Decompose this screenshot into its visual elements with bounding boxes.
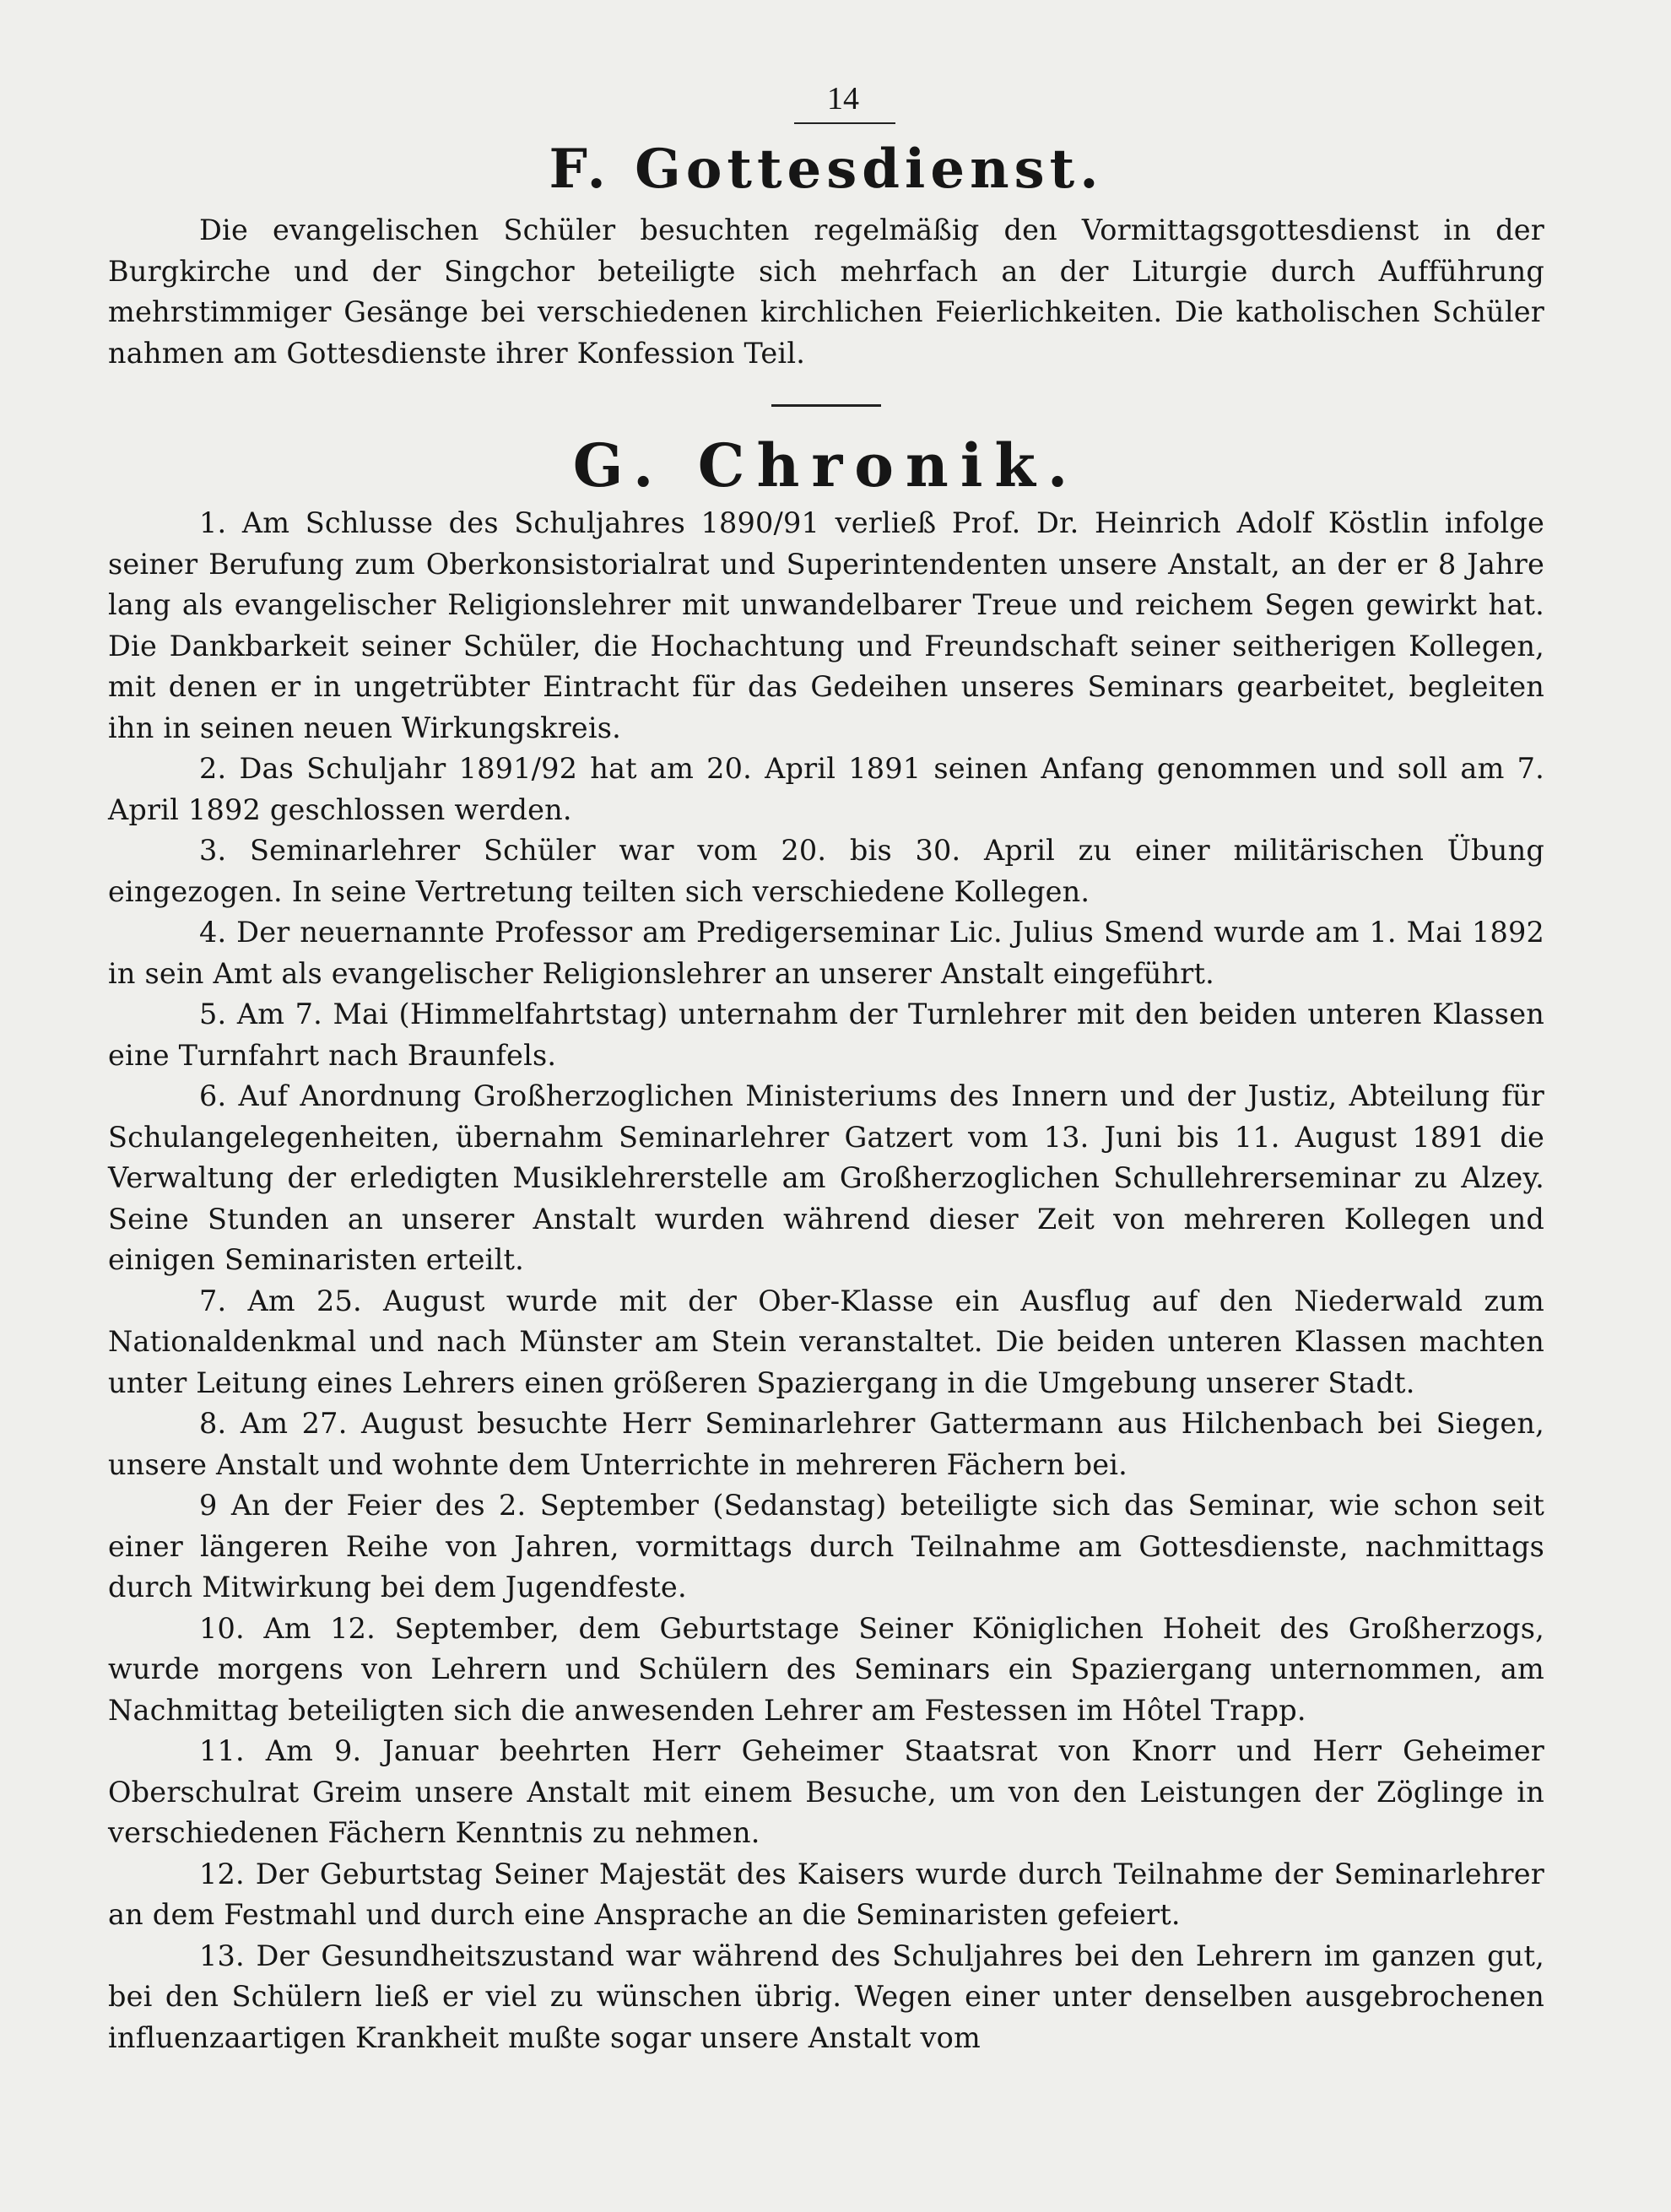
section-heading-gottesdienst: F. Gottesdienst.	[549, 138, 1104, 201]
chronik-item-12: 12. Der Geburtstag Seiner Majestät des Kaisers wurde durch Teilnahme der Seminarlehrer an dem Festmahl und durch eine Ansprache an die Seminaristen gefeiert.	[108, 1857, 1544, 1931]
chronik-item-2: 2. Das Schuljahr 1891/92 hat am 20. April 1891 seinen Anfang genommen und soll am 7. April 1892 geschlossen werden.	[108, 752, 1544, 826]
gottesdienst-paragraph: Die evangelischen Schüler besuchten regelmäßig den Vormittagsgottesdienst in der Burgkirche und der Singchor beteiligte sich mehrfach an der Liturgie durch Aufführung mehrstimmiger Gesänge bei verschiedenen kirchlichen Feierlichkeiten. Die katholischen Schüler nahmen am Gottesdienste ihrer Konfession Teil.	[108, 214, 1544, 370]
chronik-item-4: 4. Der neuernannte Professor am Predigerseminar Lic. Julius Smend wurde am 1. Mai 1892 in sein Amt als evangelischer Religionslehrer an unserer Anstalt eingeführt.	[108, 916, 1544, 990]
chronik-item-5: 5. Am 7. Mai (Himmelfahrtstag) unternahm der Turnlehrer mit den beiden unteren Klassen eine Turnfahrt nach Braunfels.	[108, 998, 1544, 1072]
chronik-item-8: 8. Am 27. August besuchte Herr Seminarlehrer Gattermann aus Hilchenbach bei Siegen, unsere Anstalt und wohnte dem Unterrichte in mehreren Fächern bei.	[108, 1407, 1544, 1481]
chronik-item-9: 9 An der Feier des 2. September (Sedanstag) beteiligte sich das Seminar, wie schon seit einer längeren Reihe von Jahren, vormittags durch Teilnahme am Gottesdienste, nachmittags durch Mitwirkung bei dem Jugendfeste.	[108, 1489, 1544, 1604]
page-number: 14	[827, 81, 859, 116]
chronik-item-7: 7. Am 25. August wurde mit der Ober-Klasse ein Ausflug auf den Niederwald zum Nationaldenkmal und nach Münster am Stein veranstaltet. Die beiden unteren Klassen machten unter Leitung eines Lehrers einen größeren Spaziergang in die Umgebung unserer Stadt.	[108, 1284, 1544, 1399]
chronik-item-3: 3. Seminarlehrer Schüler war vom 20. bis 30. April zu einer militärischen Übung eingezogen. In seine Vertretung teilten sich verschiedene Kollegen.	[108, 834, 1544, 908]
chronik-item-13: 13. Der Gesundheitszustand war während des Schuljahres bei den Lehrern im ganzen gut, bei den Schülern ließ er viel zu wünschen übrig. Wegen einer unter denselben ausgebrochenen influenzaartigen Krankheit mußte sogar unsere Anstalt vom	[108, 1939, 1544, 2054]
chronik-item-11: 11. Am 9. Januar beehrten Herr Geheimer Staatsrat von Knorr und Herr Geheimer Oberschulrat Greim unsere Anstalt mit einem Besuche, um von den Leistungen der Zöglinge in verschiedenen Fächern Kenntnis zu nehmen.	[108, 1734, 1544, 1849]
chronik-item-1: 1. Am Schlusse des Schuljahres 1890/91 verließ Prof. Dr. Heinrich Adolf Köstlin infolge seiner Berufung zum Oberkonsistorialrat und Superintendenten unsere Anstalt, an der er 8 Jahre lang als evangelischer Religionslehrer mit unwandelbarer Treue und reichem Segen gewirkt hat. Die Dankbarkeit seiner Schüler, die Hochachtung und Freundschaft seiner seitherigen Kollegen, mit denen er in ungetrübter Eintracht für das Gedeihen unseres Seminars gearbeitet, begleiten ihn in seinen neuen Wirkungskreis.	[108, 506, 1544, 744]
chronik-list	[108, 503, 1544, 2058]
section-divider	[771, 404, 881, 407]
chronik-item-10: 10. Am 12. September, dem Geburtstage Seiner Königlichen Hoheit des Großherzogs, wurde morgens von Lehrern und Schülern des Seminars ein Spaziergang unternommen, am Nachmittag beteiligten sich die anwesenden Lehrer am Festessen im Hôtel Trapp.	[108, 1611, 1544, 1727]
page-number-rule	[794, 122, 895, 124]
chronik-item-6: 6. Auf Anordnung Großherzoglichen Ministeriums des Innern und der Justiz, Abteilung für Schulangelegenheiten, übernahm Seminarlehrer Gatzert vom 13. Juni bis 11. August 1891 die Verwaltung der erledigten Musiklehrerstelle am Großherzoglichen Schullehrerseminar zu Alzey. Seine Stunden an unserer Anstalt wurden während dieser Zeit von mehreren Kollegen und einigen Seminaristen erteilt.	[108, 1079, 1544, 1276]
section-heading-chronik: G. Chronik.	[572, 430, 1080, 500]
